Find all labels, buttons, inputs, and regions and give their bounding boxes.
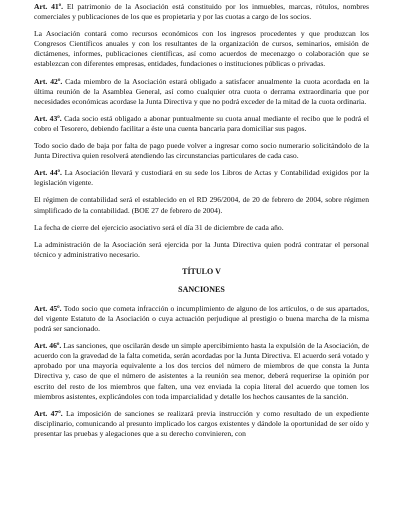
article-47-text: La imposición de sanciones se realizará previa instrucción y como resultado de un expediente disciplinario, comunicando al presunto implicado los cargos existentes y dándole la oportunidad de ser oído y presentar las pruebas y alegaciones que a su derecho convinieren, con xyxy=(34,408,369,438)
article-41-text: El patrimonio de la Asociación está constituido por los inmuebles, marcas, rótulos, nombres comerciales y publicaciones de los que es propietaria y por las cuotas a cargo de los socios. xyxy=(34,2,369,22)
title-heading: TÍTULO V xyxy=(182,266,221,276)
article-41-label: Art. 41º. xyxy=(34,2,64,11)
article-41-resources: La Asociación contará como recursos económicos con los ingresos procedentes y que produzcan los Congresos Científicos anuales y con los resultantes de la organización de cursos, seminarios, emisión de dictámenes, informes, publicaciones científicas, así como acuerdos de mecenazgo o colaboración que se establezcan con diferentes empresas, entidades, fundaciones o instituciones públicas o privadas. xyxy=(34,29,369,69)
article-44-text: La Asociación llevará y custodiará en su sede los Libros de Actas y Contabilidad exigidos por la legislación vigente. xyxy=(34,168,369,188)
article-44-label: Art. 44º. xyxy=(34,168,62,178)
article-43-label: Art. 43º. xyxy=(34,113,62,123)
article-44-accounting: El régimen de contabilidad será el establecido en el RD 296/2004, de 20 de febrero de 2004, sobre régimen simplificado de la contabilidad. (BOE 27 de febrero de 2004). xyxy=(34,195,369,215)
article-42 xyxy=(34,77,369,107)
article-46-text: Las sanciones, que oscilarán desde un simple apercibimiento hasta la expulsión de la Asociación, de acuerdo con la gravedad de la falta cometida, serán acordadas por la Junta Directiva. El acuerdo será votado y aprobado por una mayoría equivalente a los dos tercios del número de miembros de que consta la Junta Directiva y, caso de que el número de asistentes a la reunión sea menor, deberá requerirse la opinión por escrito del resto de los miembros que falten, una vez enviada la copia literal del acuerdo que tomen los miembros asistentes, explicándoles con toda imparcialidad y detalle los hechos causantes de la sanción. xyxy=(34,341,369,401)
article-45-label: Art. 45º. xyxy=(34,303,62,313)
article-45 xyxy=(34,304,369,334)
article-46-label: Art. 46º. xyxy=(34,341,62,351)
article-44-administration: La administración de la Asociación será ejercida por la Junta Directiva quien podrá contratar el personal técnico y administrativo necesario. xyxy=(34,239,369,259)
article-45-text: Todo socio que cometa infracción o incumplimiento de alguno de los artículos, o de sus apartados, del vigente Estatuto de la Asociación o cuya actuación perjudique al prestigio o buena marcha de la misma podrá ser sancionado. xyxy=(34,303,369,334)
article-47 xyxy=(34,409,369,439)
section-heading: SANCIONES xyxy=(178,284,225,294)
article-42-text: Cada miembro de la Asociación estará obligado a satisfacer anualmente la cuota acordada en la última reunión de la Asamblea General, así como cualquier otra cuota o derrama extraordinaria que por necesidades económicas acordase la Junta Directiva y que no podrá exceder de la mitad de la cuota ordinaria. xyxy=(34,76,369,106)
article-44-fiscal-year: La fecha de cierre del ejercicio asociativo será el día 31 de diciembre de cada año. xyxy=(34,222,284,232)
article-41 xyxy=(34,2,369,22)
article-44 xyxy=(34,168,369,188)
article-43-readmission: Todo socio dado de baja por falta de pago puede volver a ingresar como socio numerario solicitándolo de la Junta Directiva quien resolverá atendiendo las circunstancias particulares de cada caso. xyxy=(34,141,369,161)
article-46 xyxy=(34,341,369,402)
article-47-label: Art. 47º. xyxy=(34,408,63,418)
article-43-text: Cada socio está obligado a abonar puntualmente su cuota anual mediante el recibo que le podrá el cobro el Tesorero, debiendo facilitar a éste una cuenta bancaria para domiciliar sus pagos. xyxy=(34,113,369,133)
article-43 xyxy=(34,114,369,134)
article-42-label: Art. 42º. xyxy=(34,76,63,86)
